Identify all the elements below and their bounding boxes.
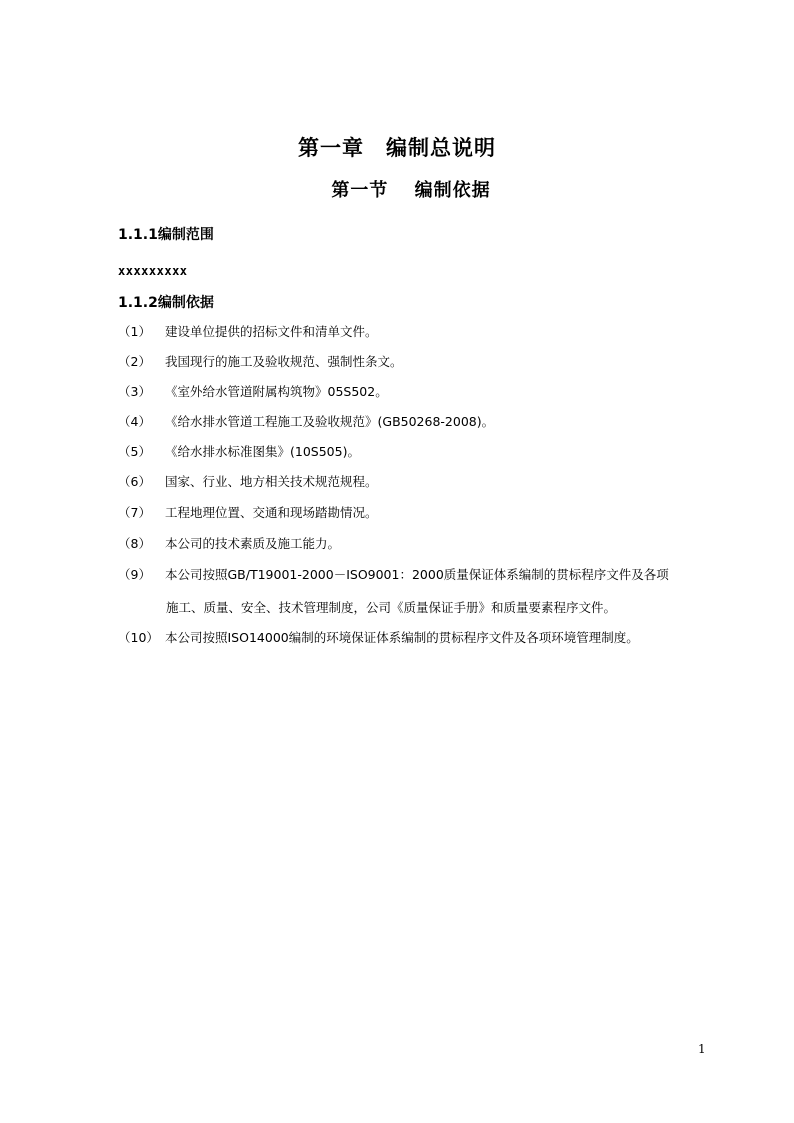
list-item-text: 《给水排水管道工程施工及验收规范》(GB50268-2008)。 <box>165 414 495 429</box>
list-item-number: （5） <box>118 444 151 459</box>
list-item-number: （3） <box>118 384 151 399</box>
list-item-number: （4） <box>118 414 151 429</box>
list-item-text: 建设单位提供的招标文件和清单文件。 <box>165 324 378 339</box>
list-item-text: 本公司按照GB/T19001-2000－ISO9001：2000质量保证体系编制的贯标程序文件及各项 <box>165 567 669 582</box>
scope-content: xxxxxxxxx <box>118 264 188 278</box>
list-item-number: （2） <box>118 354 151 369</box>
list-item-number: （10） <box>118 630 159 645</box>
section-title: 第一节 编制依据 <box>331 180 491 201</box>
scope-heading: 1.1.1编制范围 <box>118 227 214 243</box>
list-item-number: （9） <box>118 567 151 582</box>
list-item-text: 《给水排水标准图集》(10S505)。 <box>165 444 360 459</box>
chapter-title: 第一章 编制总说明 <box>298 135 496 160</box>
list-item-text: 本公司按照ISO14000编制的环境保证体系编制的贯标程序文件及各项环境管理制度。 <box>165 630 639 645</box>
list-item-text: 《室外给水管道附属构筑物》05S502。 <box>165 384 388 399</box>
list-item-number: （7） <box>118 505 151 520</box>
list-item-text: 我国现行的施工及验收规范、强制性条文。 <box>165 354 403 369</box>
basis-heading: 1.1.2编制依据 <box>118 295 214 311</box>
list-item-number: （1） <box>118 324 151 339</box>
list-item-number: （8） <box>118 536 151 551</box>
list-item-text: 本公司的技术素质及施工能力。 <box>165 536 341 551</box>
list-item-text: 国家、行业、地方相关技术规范规程。 <box>165 474 378 489</box>
list-item-text-continuation: 施工、质量、安全、技术管理制度，公司《质量保证手册》和质量要素程序文件。 <box>166 600 617 615</box>
page-number: 1 <box>698 1042 706 1056</box>
list-item-text: 工程地理位置、交通和现场踏勘情况。 <box>165 505 378 520</box>
list-item-number: （6） <box>118 474 151 489</box>
